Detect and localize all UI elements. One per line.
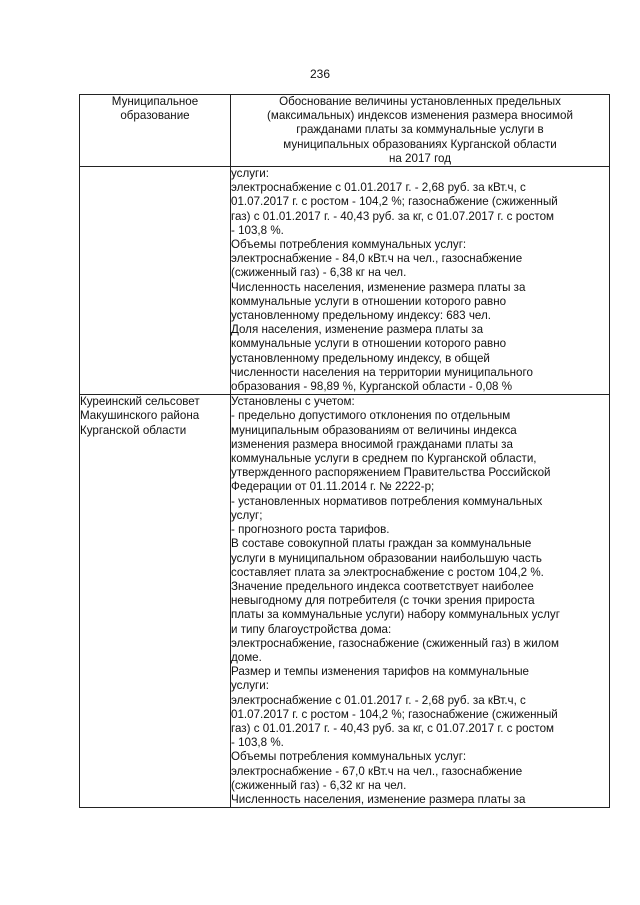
municipality-line: Куреинский сельсовет bbox=[80, 395, 200, 409]
header-line: Муниципальное bbox=[111, 95, 199, 108]
justification-cell bbox=[231, 395, 610, 808]
text-line: газ) с 01.01.2017 г. - 40,43 руб. за кг, с 01.07.2017 г. с ростом bbox=[231, 721, 554, 735]
text-line: установленному предельному индексу, в общей bbox=[231, 351, 490, 365]
text-line: численности населения на территории муниципального bbox=[231, 365, 533, 379]
header-line: Обоснование величины установленных предельных bbox=[279, 95, 561, 108]
text-line: электроснабжение - 67,0 кВт.ч на чел., газоснабжение bbox=[231, 764, 523, 778]
text-line: (сжиженный газ) - 6,38 кг на чел. bbox=[231, 266, 407, 280]
municipality-cell bbox=[80, 167, 231, 395]
text-line: 01.07.2017 г. с ростом - 104,2 %; газоснабжение (сжиженный bbox=[231, 707, 558, 721]
municipality-line: Макушинского района bbox=[80, 409, 200, 423]
text-line: невыгодному для потребителя (с точки зрения прироста bbox=[231, 594, 535, 608]
text-line: электроснабжение с 01.01.2017 г. - 2,68 руб. за кВт.ч, с bbox=[231, 181, 526, 195]
text-line: доме. bbox=[231, 650, 262, 664]
text-line: Значение предельного индекса соответствует наиболее bbox=[231, 579, 534, 593]
text-line: (сжиженный газ) - 6,32 кг на чел. bbox=[231, 778, 407, 792]
municipality-line: Курганской области bbox=[80, 423, 187, 437]
text-line: услуги: bbox=[231, 679, 269, 693]
text-line: Размер и темпы изменения тарифов на коммунальные bbox=[231, 665, 529, 679]
header-line: на 2017 год bbox=[388, 151, 452, 165]
text-line: платы за коммунальные услуги) набору коммунальных услуг bbox=[231, 608, 560, 622]
text-line: В составе совокупной платы граждан за коммунальные bbox=[231, 537, 532, 551]
text-line: Доля населения, изменение размера платы за bbox=[231, 323, 484, 337]
table-header-row bbox=[80, 95, 610, 167]
table-row bbox=[80, 167, 610, 395]
municipality-cell bbox=[80, 395, 231, 808]
header-line: гражданами платы за коммунальные услуги в bbox=[296, 123, 544, 137]
text-line: Федерации от 01.11.2014 г. № 2222-р; bbox=[231, 480, 435, 494]
text-line: - предельно допустимого отклонения по отдельным bbox=[231, 409, 511, 423]
text-line: электроснабжение с 01.01.2017 г. - 2,68 руб. за кВт.ч, с bbox=[231, 693, 526, 707]
text-line: Установлены с учетом: bbox=[231, 395, 355, 409]
text-line: Объемы потребления коммунальных услуг: bbox=[231, 750, 467, 764]
text-line: утвержденного распоряжением Правительства Российской bbox=[231, 466, 551, 480]
header-line: (максимальных) индексов изменения размера вносимой bbox=[267, 109, 573, 123]
text-line: услуги: bbox=[231, 167, 269, 181]
table-row bbox=[80, 395, 610, 808]
text-line: коммунальные услуги в отношении которого равно bbox=[231, 294, 507, 308]
text-line: установленному предельному индексу: 683 чел. bbox=[231, 309, 491, 323]
justification-table bbox=[79, 94, 610, 808]
text-line: Численность населения, изменение размера платы за bbox=[231, 792, 526, 806]
text-line: - прогнозного роста тарифов. bbox=[231, 523, 390, 537]
text-line: 01.07.2017 г. с ростом - 104,2 %; газоснабжение (сжиженный bbox=[231, 195, 558, 209]
text-line: коммунальные услуги в среднем по Курганской области, bbox=[231, 452, 537, 466]
text-line: составляет плата за электроснабжение с ростом 104,2 %. bbox=[231, 565, 544, 579]
header-line: образование bbox=[120, 109, 190, 123]
text-line: изменения размера вносимой гражданами платы за bbox=[231, 437, 513, 451]
text-line: услуг; bbox=[231, 508, 263, 522]
text-line: услуги в муниципальном образовании наибольшую часть bbox=[231, 551, 542, 565]
header-line: муниципальных образованиях Курганской области bbox=[283, 137, 557, 151]
text-line: Объемы потребления коммунальных услуг: bbox=[231, 238, 467, 252]
page-number: 236 bbox=[309, 67, 331, 81]
text-line: - установленных нормативов потребления коммунальных bbox=[231, 494, 543, 508]
text-line: - 103,8 %. bbox=[231, 736, 284, 750]
text-line: электроснабжение - 84,0 кВт.ч на чел., газоснабжение bbox=[231, 252, 523, 266]
header-municipality bbox=[80, 95, 231, 167]
text-line: образования - 98,89 %, Курганской области - 0,08 % bbox=[231, 380, 513, 394]
justification-cell bbox=[231, 167, 610, 395]
header-justification bbox=[231, 95, 610, 167]
text-line: - 103,8 %. bbox=[231, 223, 284, 237]
text-line: муниципальным образованиям от величины индекса bbox=[231, 423, 517, 437]
text-line: электроснабжение, газоснабжение (сжиженный газ) в жилом bbox=[231, 636, 559, 650]
text-line: Численность населения, изменение размера платы за bbox=[231, 280, 526, 294]
text-line: газ) с 01.01.2017 г. - 40,43 руб. за кг, с 01.07.2017 г. с ростом bbox=[231, 209, 554, 223]
text-line: коммунальные услуги в отношении которого равно bbox=[231, 337, 507, 351]
text-line: и типу благоустройства дома: bbox=[231, 622, 392, 636]
